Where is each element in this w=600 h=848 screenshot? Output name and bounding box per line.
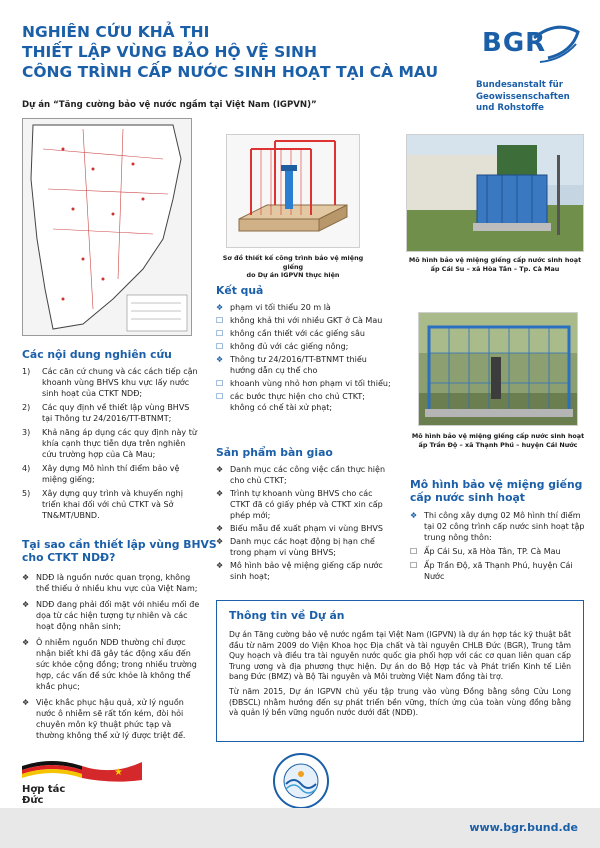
list-item: ☐ Ấp Trần Độ, xã Thạnh Phú, huyện Cái Nước (410, 561, 573, 581)
list-item: ☐ không khả thi với nhiều GKT ở Cà Mau (216, 316, 383, 325)
diagram-illustration (227, 135, 360, 248)
photo2-caption: Mô hình bảo vệ miệng giếng cấp nước sinh hoạt ấp Trần Độ – xã Thạnh Phú – huyện Cái Nước (411, 432, 585, 449)
checkbox-bullet-icon: ☐ (216, 392, 224, 401)
checkbox-bullet-icon: ☐ (216, 342, 224, 351)
info-paragraph: Từ năm 2015, Dự án IGPVN chủ yếu tập trung vào vùng Đồng bằng sông Cửu Long (ĐBSCL) nhằm hướng đến sự phát triển bền vững, thích ứng của toàn vùng đồng bằng và quản lý bền vững nguồn nước dưới đất (NDĐ). (229, 686, 571, 718)
model-list (410, 510, 588, 585)
footer-url[interactable]: www.bgr.bund.de (469, 821, 578, 834)
list-item: ❖ NDĐ là nguồn nước quan trọng, không thể thiếu ở nhiều khu vực của Việt Nam; (22, 573, 198, 593)
well-protection-diagram (226, 134, 360, 248)
list-item: ☐ Ấp Cái Su, xã Hòa Tân, TP. Cà Mau (410, 547, 561, 556)
title-line: CÔNG TRÌNH CẤP NƯỚC SINH HOẠT TẠI CÀ MAU (22, 63, 439, 81)
list-item: ❖ Danh mục các công việc cần thực hiện cho chủ CTKT; (216, 465, 386, 485)
list-item: 4) Xây dựng Mô hình thí điểm bảo vệ miệng giếng; (22, 464, 180, 484)
diamond-bullet-icon: ❖ (22, 573, 30, 582)
list-item: ☐ không đủ với các giếng nông; (216, 342, 349, 351)
seal-icon (272, 752, 330, 810)
why-list (22, 572, 200, 746)
list-item: 2) Các quy định về thiết lập vùng BHVS tại Thông tư 24/2016/TT-BTNMT; (22, 403, 190, 423)
checkbox-bullet-icon: ☐ (216, 329, 224, 338)
model-heading: Mô hình bảo vệ miệng giếng cấp nước sinh hoạt (410, 478, 583, 504)
research-heading: Các nội dung nghiên cứu (22, 348, 172, 361)
diamond-bullet-icon: ❖ (22, 698, 30, 707)
project-subtitle: Dự án “Tăng cường bảo vệ nước ngầm tại Việt Nam (IGPVN)” (22, 100, 317, 110)
checkbox-bullet-icon: ❖ (216, 303, 224, 312)
hop-tac-duc-logo (22, 758, 142, 806)
diamond-bullet-icon: ❖ (216, 465, 224, 474)
photo-illustration (419, 313, 578, 426)
list-item: ❖ Mô hình bảo vệ miệng giếng cấp nước sinh hoạt; (216, 561, 383, 581)
bgr-swoosh-icon (476, 14, 586, 78)
document-title (22, 22, 462, 82)
footer-bar (0, 808, 600, 848)
checkbox-bullet-icon: ☐ (216, 379, 224, 388)
research-list (22, 366, 202, 524)
list-item: 1) Các căn cứ chung và các cách tiếp cận khoanh vùng BHVS khu vực lấy nước sinh hoạt của CTKT NDĐ; (22, 367, 198, 398)
project-info-box (216, 600, 584, 742)
bgr-logo (476, 14, 586, 78)
diamond-bullet-icon: ❖ (216, 537, 224, 546)
results-list (216, 302, 392, 415)
diagram-caption: Sơ đồ thiết kế công trình bảo vệ miệng giếng do Dự án IGPVN thực hiện (222, 254, 364, 279)
diamond-bullet-icon: ❖ (216, 561, 224, 570)
map-illustration (23, 119, 192, 336)
products-list (216, 464, 392, 584)
checkbox-bullet-icon: ☐ (410, 547, 418, 556)
diamond-bullet-icon: ❖ (410, 511, 418, 520)
photo-illustration (407, 135, 584, 252)
list-item: ☐ khoanh vùng nhỏ hơn phạm vi tối thiểu; (216, 379, 391, 388)
title-line: NGHIÊN CỨU KHẢ THI (22, 23, 210, 41)
checkbox-bullet-icon: ☐ (216, 316, 224, 325)
igpvn-seal-logo (272, 752, 330, 810)
bgr-institute-name: Bundesanstalt für Geowissenschaften und Rohstoffe (476, 80, 570, 113)
ca-mau-map (22, 118, 192, 336)
diamond-bullet-icon: ❖ (22, 600, 30, 609)
info-heading: Thông tin về Dự án (229, 609, 345, 622)
diamond-bullet-icon: ❖ (216, 524, 224, 533)
diamond-bullet-icon: ❖ (22, 638, 30, 647)
list-item: ❖ Thông tư 24/2016/TT-BTNMT thiếu hướng dẫn cụ thể cho (216, 355, 367, 375)
list-item: ❖ Danh mục các hoạt động bị hạn chế trong phạm vi vùng BHVS; (216, 537, 375, 557)
list-item: 5) Xây dựng quy trình và khuyến nghị triển khai đối với chủ CTKT và Sở TN&MT/UBND. (22, 489, 183, 520)
flag-wave-icon (22, 758, 142, 784)
info-paragraph: Dự án Tăng cường bảo vệ nước ngầm tại Việt Nam (IGPVN) là dự án hợp tác kỹ thuật bắt đầu từ năm 2009 do Viện Khoa học Địa chất và tài nguyên CHLB Đức (BGR), Trung tâm Quy hoạch và điều tra tài nguyên nước quốc gia phối hợp với các cơ quan liên quan cấp Trung ương và địa phương thực hiện. Dự án do Bộ Hợp tác và Phát triển Kinh tế Liên bang Đức (BMZ) và Bộ Tài nguyên và Môi trường Việt Nam đồng tài trợ. (229, 630, 571, 682)
title-line: THIẾT LẬP VÙNG BẢO HỘ VỆ SINH (22, 43, 317, 61)
checkbox-bullet-icon: ☐ (410, 561, 418, 570)
list-item: ❖ Thi công xây dựng 02 Mô hình thí điểm tại 02 công trình cấp nước sinh hoạt tập trung nông thôn: (410, 511, 585, 542)
list-item: ❖ Ô nhiễm nguồn NDĐ thường chỉ được nhận biết khi đã gây tác động xấu đến sức khỏe cộng đồng; trong nhiều trường hợp, các vấn đề sức khỏe là không thể khắc phục; (22, 638, 197, 691)
photo-cai-su-model (406, 134, 584, 252)
photo1-caption: Mô hình bảo vệ miệng giếng cấp nước sinh hoạt ấp Cái Su – xã Hòa Tân – Tp. Cà Mau (408, 256, 582, 273)
list-item: ❖ Biểu mẫu đề xuất phạm vi vùng BHVS (216, 524, 383, 533)
results-heading: Kết quả (216, 284, 264, 297)
list-item: ❖ NDĐ đang phải đối mặt với nhiều mối đe dọa từ các hiện tượng tự nhiên và các hoạt động nhân sinh; (22, 600, 200, 631)
why-heading: Tại sao cần thiết lập vùng BHVS cho CTKT NDĐ? (22, 538, 217, 564)
bgr-wordmark: BGR (482, 28, 547, 58)
list-item: ❖ phạm vi tối thiểu 20 m là (216, 303, 331, 312)
svg-text:★: ★ (114, 767, 123, 778)
list-item: ❖ Việc khắc phục hậu quả, xử lý nguồn nước ô nhiễm sẽ rất tốn kém, đòi hỏi chuyên môn kỹ thuật phức tạp và thường không thể xử lý được triệt để. (22, 698, 186, 740)
diamond-bullet-icon: ❖ (216, 489, 224, 498)
list-item: ☐ không cần thiết với các giếng sâu (216, 329, 365, 338)
list-item: ☐ các bước thực hiện cho chủ CTKT; không có chế tài xử phạt; (216, 392, 365, 412)
bgr-logo-block (476, 14, 586, 115)
photo-tran-do-model (418, 312, 578, 426)
list-item: 3) Khả năng áp dụng các quy định này từ khía cạnh thực tiễn dựa trên nghiên cứu trường hợp của Cà Mau; (22, 428, 197, 459)
diamond-bullet-icon: ❖ (216, 355, 224, 364)
list-item: ❖ Trình tự khoanh vùng BHVS cho các CTKT đã có giấy phép và CTKT xin cấp phép mới; (216, 489, 383, 520)
products-heading: Sản phẩm bàn giao (216, 446, 333, 459)
hoptac-label: Hợp tác Đức (22, 784, 66, 806)
